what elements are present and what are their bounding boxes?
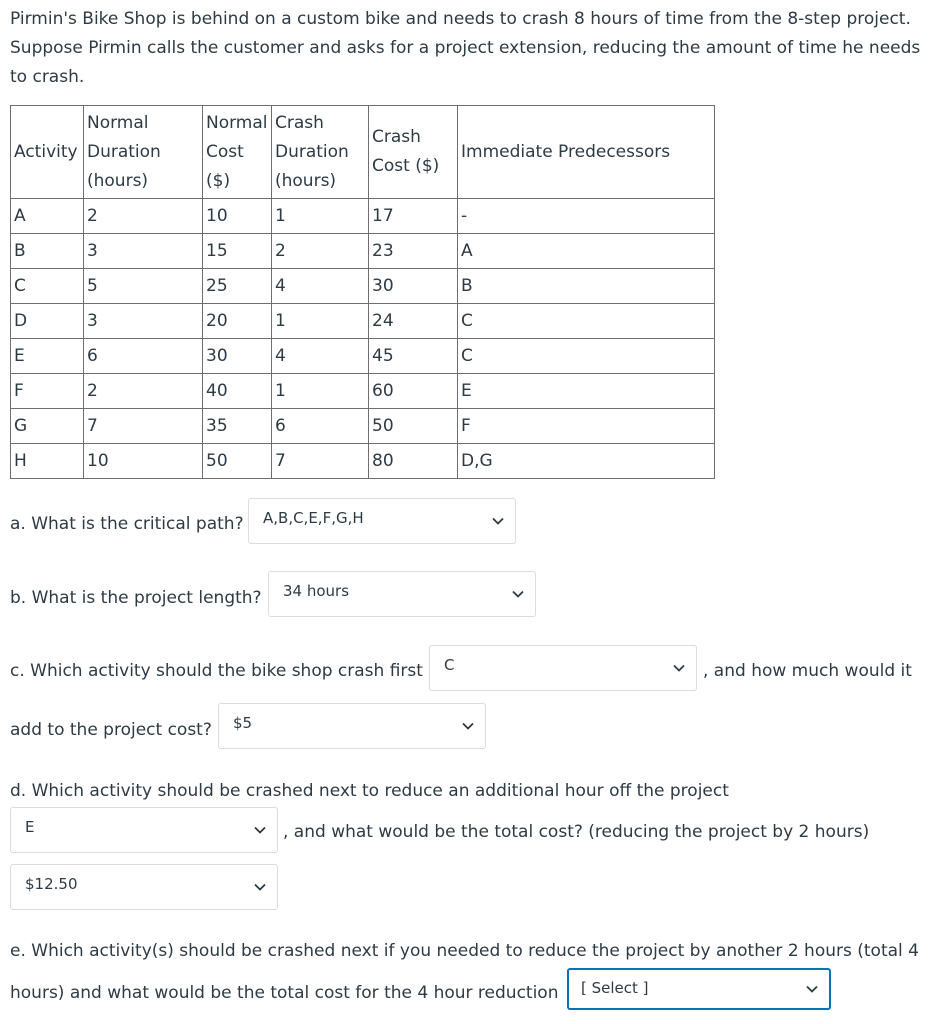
cell-activity: A <box>11 199 84 234</box>
chevron-down-icon <box>672 661 686 675</box>
cell-activity: H <box>11 444 84 479</box>
cell-normal-duration: 2 <box>84 199 203 234</box>
cell-crash-cost: 45 <box>369 339 458 374</box>
question-e-label-1: e. Which activity(s) should be crashed next if you needed to reduce the project by another 2 hours (total 4 <box>10 941 919 961</box>
cell-normal-cost: 35 <box>203 409 272 444</box>
cell-normal-cost: 15 <box>203 234 272 269</box>
project-length-select[interactable] <box>268 571 536 617</box>
table-row <box>11 304 715 339</box>
cell-crash-cost: 80 <box>369 444 458 479</box>
crash-next-value: E <box>25 818 35 836</box>
crash-first-select[interactable] <box>429 645 697 691</box>
crash-next-cost-value: $12.50 <box>25 875 78 893</box>
crash-first-value: C <box>444 656 455 674</box>
question-e-label-2: hours) and what would be the total cost for the 4 hour reduction <box>10 983 559 1003</box>
table-row <box>11 269 715 304</box>
cell-normal-cost: 20 <box>203 304 272 339</box>
chevron-down-icon <box>253 880 267 894</box>
header-normal-duration: Normal Duration (hours) <box>84 106 203 199</box>
cell-activity: D <box>11 304 84 339</box>
cell-crash-duration: 2 <box>272 234 369 269</box>
table-header-row <box>11 106 715 199</box>
cell-crash-duration: 1 <box>272 199 369 234</box>
chevron-down-icon <box>511 587 525 601</box>
question-c-label-after: , and how much would it <box>703 661 912 681</box>
cell-normal-duration: 3 <box>84 304 203 339</box>
chevron-down-icon <box>805 982 819 996</box>
cell-crash-cost: 30 <box>369 269 458 304</box>
problem-intro: Pirmin's Bike Shop is behind on a custom bike and needs to crash 8 hours of time from the 8-step project. Suppose Pirmin calls the customer and asks for a project extension, reducing the amount of time he needs to crash. <box>10 9 921 87</box>
chevron-down-icon <box>253 823 267 837</box>
cell-normal-cost: 50 <box>203 444 272 479</box>
cell-activity: B <box>11 234 84 269</box>
crash-next-select[interactable] <box>10 807 278 853</box>
header-crash-cost: Crash Cost ($) <box>369 106 458 199</box>
cell-predecessors: A <box>458 234 715 269</box>
cell-predecessors: - <box>458 199 715 234</box>
table-row <box>11 374 715 409</box>
question-d-label-after: , and what would be the total cost? (reducing the project by 2 hours) <box>283 822 870 842</box>
header-normal-cost: Normal Cost ($) <box>203 106 272 199</box>
activity-table <box>10 105 715 479</box>
crash-next-cost-select[interactable] <box>10 864 278 910</box>
chevron-down-icon <box>461 719 475 733</box>
question-c-label-2: add to the project cost? <box>10 720 212 740</box>
cell-activity: C <box>11 269 84 304</box>
cell-normal-duration: 6 <box>84 339 203 374</box>
table-row <box>11 409 715 444</box>
cell-activity: E <box>11 339 84 374</box>
cell-crash-cost: 17 <box>369 199 458 234</box>
cell-crash-cost: 60 <box>369 374 458 409</box>
table-row <box>11 444 715 479</box>
crash-first-cost-select[interactable] <box>218 703 486 749</box>
cell-predecessors: F <box>458 409 715 444</box>
cell-crash-duration: 4 <box>272 269 369 304</box>
cell-normal-cost: 10 <box>203 199 272 234</box>
cell-normal-duration: 5 <box>84 269 203 304</box>
header-predecessors: Immediate Predecessors <box>458 106 715 199</box>
cell-crash-duration: 1 <box>272 374 369 409</box>
cell-predecessors: C <box>458 339 715 374</box>
cell-predecessors: C <box>458 304 715 339</box>
cell-crash-cost: 50 <box>369 409 458 444</box>
cell-normal-duration: 3 <box>84 234 203 269</box>
cell-normal-cost: 40 <box>203 374 272 409</box>
cell-normal-cost: 25 <box>203 269 272 304</box>
cell-crash-duration: 6 <box>272 409 369 444</box>
cell-activity: F <box>11 374 84 409</box>
header-crash-duration: Crash Duration (hours) <box>272 106 369 199</box>
cell-crash-duration: 4 <box>272 339 369 374</box>
cell-predecessors: E <box>458 374 715 409</box>
critical-path-value: A,B,C,E,F,G,H <box>263 509 364 527</box>
cell-normal-duration: 7 <box>84 409 203 444</box>
cell-normal-duration: 10 <box>84 444 203 479</box>
question-d-label: d. Which activity should be crashed next to reduce an additional hour off the project <box>10 781 729 801</box>
cell-crash-duration: 7 <box>272 444 369 479</box>
cell-normal-duration: 2 <box>84 374 203 409</box>
cell-activity: G <box>11 409 84 444</box>
cell-crash-duration: 1 <box>272 304 369 339</box>
header-activity: Activity <box>11 106 84 199</box>
cell-normal-cost: 30 <box>203 339 272 374</box>
cell-crash-cost: 24 <box>369 304 458 339</box>
chevron-down-icon <box>491 514 505 528</box>
question-a-label: a. What is the critical path? <box>10 514 244 534</box>
table-row <box>11 234 715 269</box>
project-length-value: 34 hours <box>283 582 350 600</box>
question-c-label: c. Which activity should the bike shop crash first <box>10 661 423 681</box>
table-row <box>11 339 715 374</box>
critical-path-select[interactable] <box>248 498 516 544</box>
crash-four-hours-value: [ Select ] <box>581 979 649 997</box>
cell-predecessors: B <box>458 269 715 304</box>
crash-four-hours-select[interactable] <box>567 968 831 1010</box>
question-b-label: b. What is the project length? <box>10 588 262 608</box>
crash-first-cost-value: $5 <box>233 714 253 732</box>
table-row <box>11 199 715 234</box>
cell-predecessors: D,G <box>458 444 715 479</box>
cell-crash-cost: 23 <box>369 234 458 269</box>
